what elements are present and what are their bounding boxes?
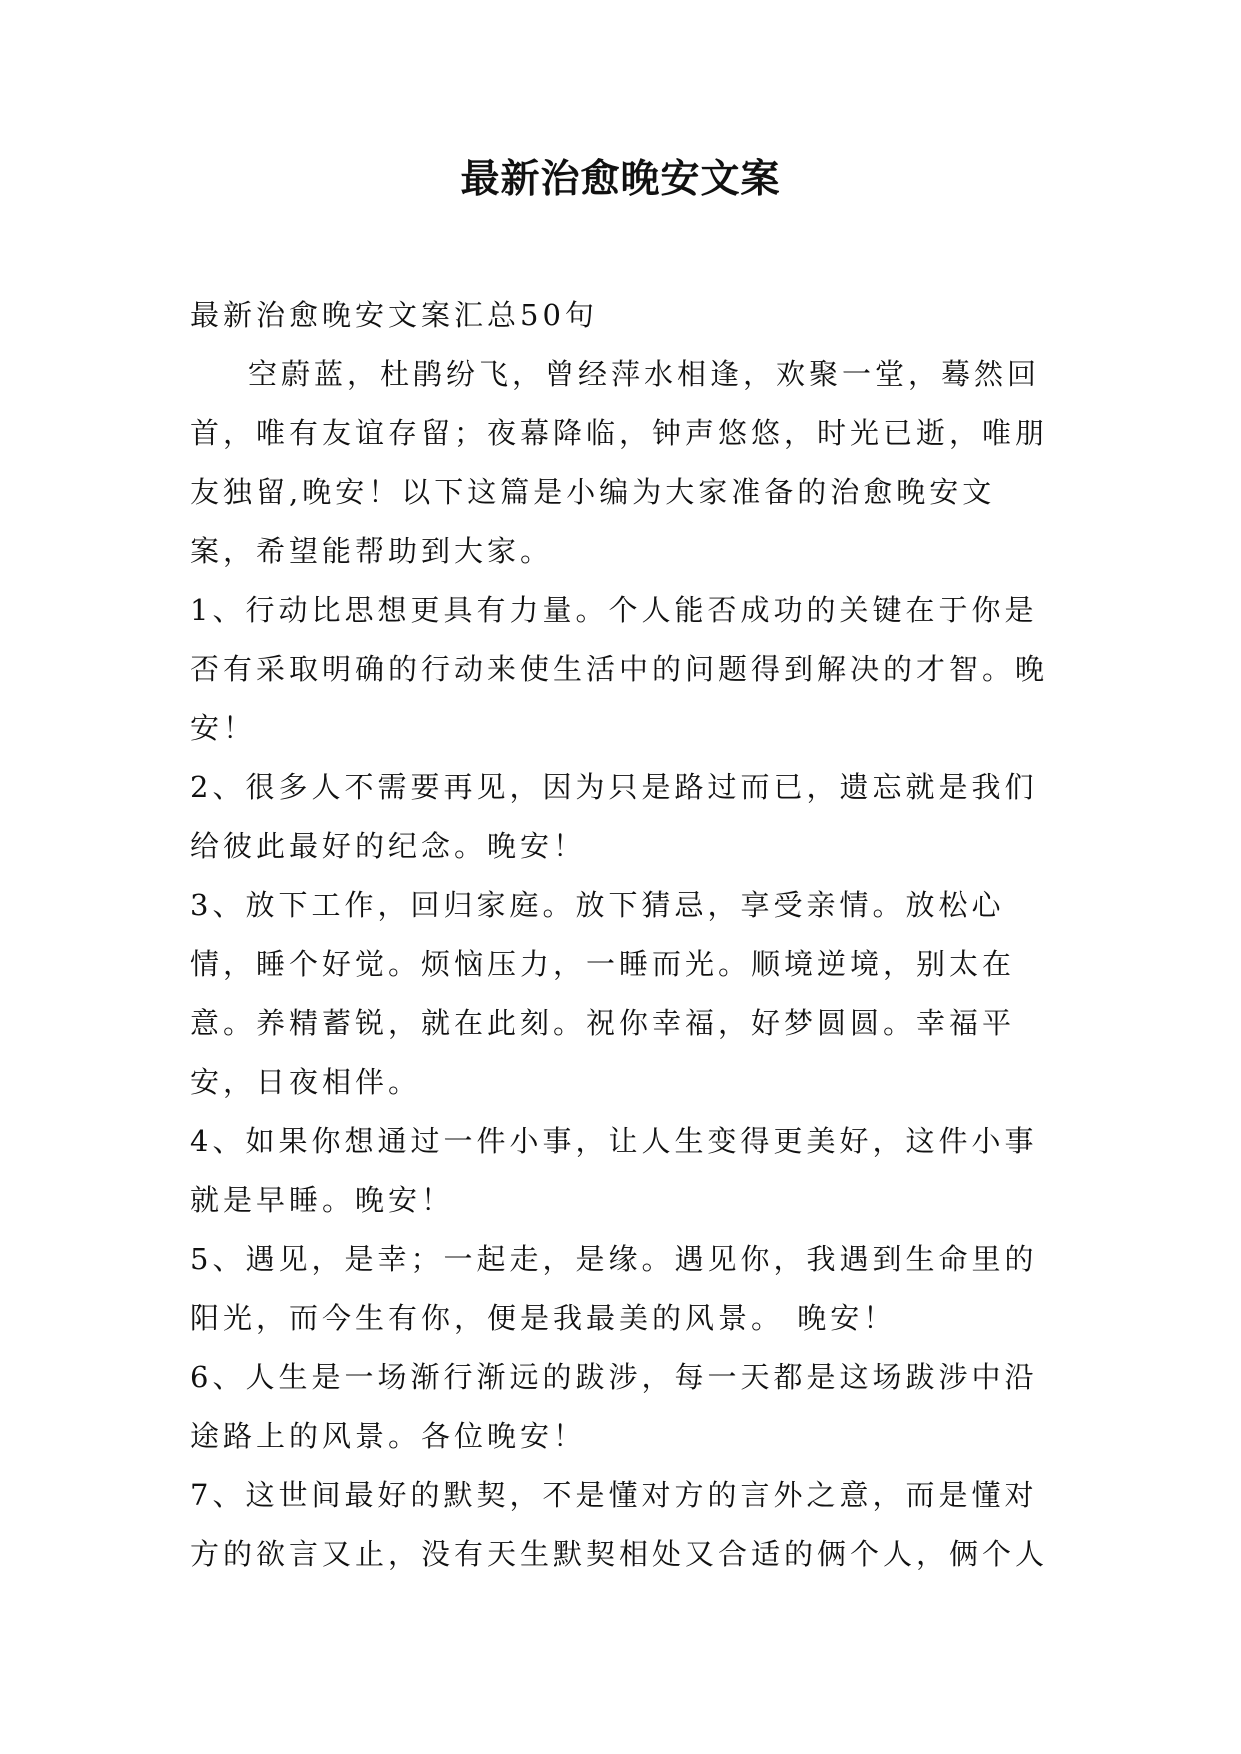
list-item: 1、行动比思想更具有力量。个人能否成功的关键在于你是否有采取明确的行动来使生活中的问题得到解决的才智。晚安！ xyxy=(190,593,1049,745)
list-item: 7、这世间最好的默契，不是懂对方的言外之意，而是懂对方的欲言又止，没有天生默契相处又合适的俩个人，俩个人 xyxy=(190,1478,1049,1571)
list-item: 3、放下工作，回归家庭。放下猜忌，享受亲情。放松心情，睡个好觉。烦恼压力，一睡而光。顺境逆境，别太在意。养精蓄锐，就在此刻。祝你幸福，好梦圆圆。幸福平安，日夜相伴。 xyxy=(190,888,1016,1099)
list-item: 5、遇见，是幸；一起走，是缘。遇见你，我遇到生命里的阳光，而今生有你，便是我最美的风景。 晚安！ xyxy=(190,1242,1038,1335)
list-item: 4、如果你想通过一件小事，让人生变得更美好，这件小事就是早睡。晚安！ xyxy=(190,1124,1038,1217)
subtitle-line: 最新治愈晚安文案汇总50句 xyxy=(190,298,598,332)
document-title: 最新治愈晚安文案 xyxy=(460,157,781,202)
intro-paragraph: 空蔚蓝，杜鹃纷飞，曾经萍水相逢，欢聚一堂，蓦然回首，唯有友谊存留；夜幕降临，钟声悠悠，时光已逝，唯朋友独留,晚安！以下这篇是小编为大家准备的治愈晚安文案，希望能帮助到大家。 xyxy=(190,357,1049,568)
list-item: 2、很多人不需要再见，因为只是路过而已，遗忘就是我们给彼此最好的纪念。晚安！ xyxy=(190,770,1038,863)
list-item: 6、人生是一场渐行渐远的跋涉，每一天都是这场跋涉中沿途路上的风景。各位晚安！ xyxy=(190,1360,1038,1453)
document-body xyxy=(190,286,1060,1584)
